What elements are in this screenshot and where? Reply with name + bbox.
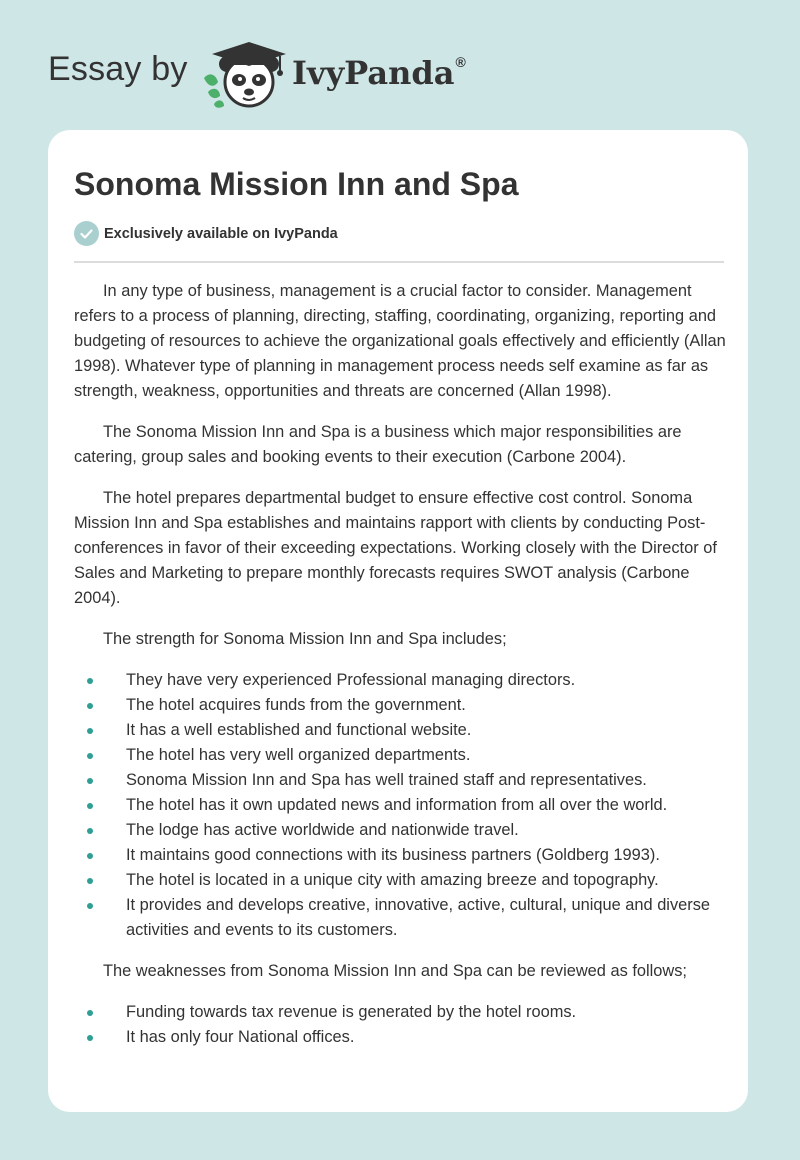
bullet-icon <box>87 1035 93 1041</box>
list-item: Sonoma Mission Inn and Spa has well trained staff and representatives. <box>74 768 726 793</box>
brand-name[interactable]: IvyPanda® <box>292 54 466 92</box>
list-item: The hotel is located in a unique city with amazing breeze and topography. <box>74 868 726 893</box>
list-item: They have very experienced Professional managing directors. <box>74 668 726 693</box>
bullet-icon <box>87 903 93 909</box>
list-item: It has a well established and functional website. <box>74 718 726 743</box>
weaknesses-list <box>74 1000 726 1050</box>
paragraph: The strength for Sonoma Mission Inn and Spa includes; <box>103 630 507 648</box>
list-item: Funding towards tax revenue is generated by the hotel rooms. <box>74 1000 726 1025</box>
page-title: Sonoma Mission Inn and Spa <box>74 166 519 202</box>
divider <box>74 261 724 263</box>
bullet-icon <box>87 1010 93 1016</box>
paragraph: The Sonoma Mission Inn and Spa is a business which major responsibilities are catering, group sales and booking events to their execution (Carbone 2004). <box>74 423 682 466</box>
site-header <box>0 0 800 120</box>
list-item: The hotel has very well organized departments. <box>74 743 726 768</box>
check-icon <box>74 221 99 246</box>
bullet-icon <box>87 778 93 784</box>
paragraph: The weaknesses from Sonoma Mission Inn and Spa can be reviewed as follows; <box>103 962 687 980</box>
list-item: It has only four National offices. <box>74 1025 726 1050</box>
exclusive-badge-label: Exclusively available on IvyPanda <box>104 225 338 242</box>
bullet-icon <box>87 803 93 809</box>
list-item: It maintains good connections with its business partners (Goldberg 1993). <box>74 843 726 868</box>
bullet-icon <box>87 728 93 734</box>
panda-graduate-icon[interactable] <box>200 38 290 110</box>
list-item: It provides and develops creative, innovative, active, cultural, unique and diverse activities and events to its customers. <box>74 893 726 943</box>
bullet-icon <box>87 753 93 759</box>
paragraph: In any type of business, management is a crucial factor to consider. Management refers to a process of planning, directing, staffing, coordinating, organizing, reporting and budgeting of resources to achieve the organizational goals effectively and efficiently (Allan 1998). Whatever type of planning in management process needs self examine as far as strength, weakness, opportunities and threats are concerned (Allan 1998). <box>74 282 726 400</box>
list-item: The lodge has active worldwide and nationwide travel. <box>74 818 726 843</box>
trademark-symbol: ® <box>455 54 466 70</box>
essay-card <box>48 130 748 1112</box>
strengths-list <box>74 668 726 943</box>
list-item: The hotel acquires funds from the government. <box>74 693 726 718</box>
bullet-icon <box>87 703 93 709</box>
bullet-icon <box>87 678 93 684</box>
bullet-icon <box>87 828 93 834</box>
list-item: The hotel has it own updated news and information from all over the world. <box>74 793 726 818</box>
bullet-icon <box>87 853 93 859</box>
exclusive-badge <box>74 221 338 246</box>
paragraph: The hotel prepares departmental budget to ensure effective cost control. Sonoma Mission Inn and Spa establishes and maintains rapport with clients by conducting Post-conferences in favor of their exceeding expectations. Working closely with the Director of Sales and Marketing to prepare monthly forecasts requires SWOT analysis (Carbone 2004). <box>74 489 717 607</box>
essay-by-label: Essay by <box>48 50 188 88</box>
essay-body <box>74 279 726 1066</box>
bullet-icon <box>87 878 93 884</box>
